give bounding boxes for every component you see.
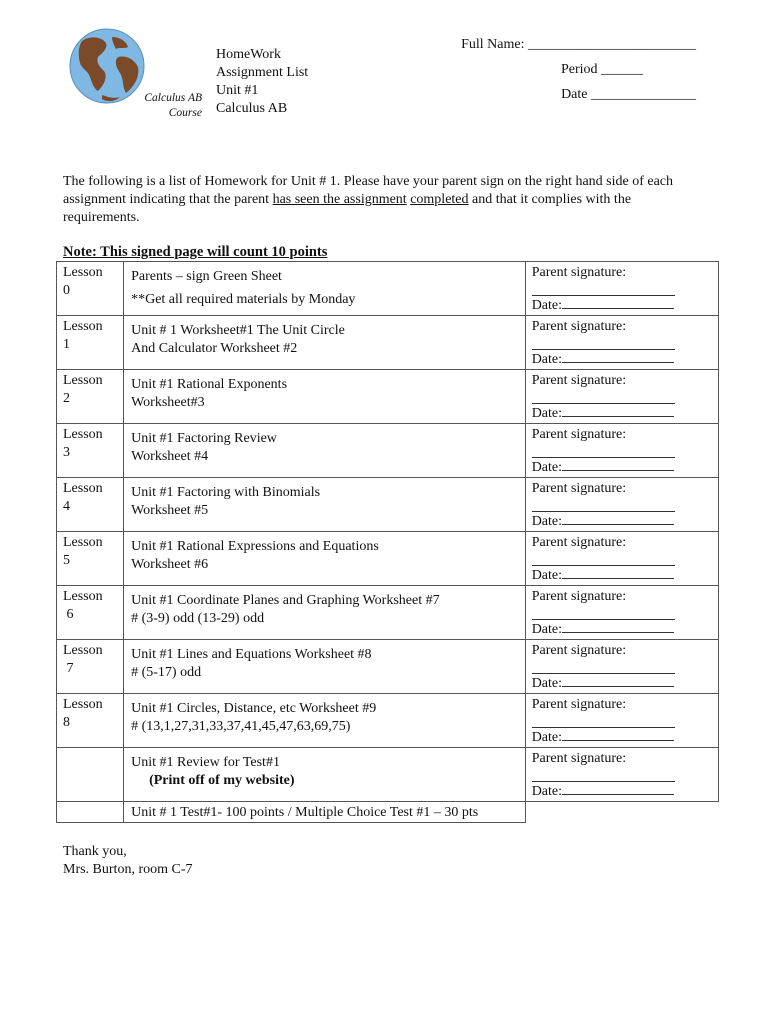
lesson-cell [57,748,124,802]
lesson-number: 5 [63,553,70,568]
intro-underline-2: completed [410,192,469,207]
parent-signature-label: Parent signature: [531,643,627,658]
lesson-label: Lesson [63,373,103,388]
full-name-field[interactable]: Full Name: ________________________ [461,37,696,52]
assignment-cell [124,478,526,532]
assignment-line-1: Unit #1 Factoring Review [131,431,277,446]
signature-line[interactable] [532,285,675,296]
signature-date[interactable] [532,674,674,693]
signature-line[interactable] [532,447,675,458]
assignment-line-1: Unit #1 Lines and Equations Worksheet #8 [131,647,372,662]
signature-date-label: Date: [531,352,563,367]
closing-thanks: Thank you, [63,844,127,859]
intro-text-1: The following is a list of Homework for Unit # 1. Please have your parent sign on the right hand side of each assignment indicating that the parent [63,174,674,207]
lesson-number: 4 [63,499,70,514]
assignment-line-1: Unit #1 Rational Expressions and Equations [131,539,379,554]
note-heading: Note: This signed page will count 10 points [63,244,328,260]
parent-signature-cell[interactable] [525,316,718,370]
parent-signature-cell[interactable] [525,532,718,586]
lesson-number: 3 [63,445,70,460]
lesson-cell [57,694,124,748]
date-line[interactable] [562,620,674,633]
lesson-cell [57,478,124,532]
homework-table [56,261,719,823]
assignment-cell [124,316,526,370]
lesson-label: Lesson [63,265,103,280]
signature-date-label: Date: [531,514,563,529]
signature-line[interactable] [532,555,675,566]
signature-date-label: Date: [531,460,563,475]
table-row [57,640,719,694]
signature-date[interactable] [532,296,674,315]
parent-signature-label: Parent signature: [531,589,627,604]
intro-text-2: and that it complies with the requirements. [63,192,632,225]
table-row-final [57,802,719,823]
title-line-3: Unit #1 [216,83,259,98]
signature-date[interactable] [532,566,674,585]
table-row [57,316,719,370]
assignment-line-1: Unit #1 Coordinate Planes and Graphing Worksheet #7 [131,593,440,608]
parent-signature-cell[interactable] [525,586,718,640]
signature-date-label: Date: [531,676,563,691]
intro-paragraph [63,173,708,227]
assignment-line-1: Unit #1 Review for Test#1 [131,755,280,770]
date-line[interactable] [562,458,674,471]
lesson-number: 7 [63,661,74,676]
signature-line[interactable] [532,609,675,620]
lesson-label: Lesson [63,481,103,496]
empty-signature-cell [525,802,718,823]
lesson-number: 0 [63,283,70,298]
assignment-line-2: # (5-17) odd [131,665,202,680]
assignment-cell [124,748,526,802]
assignment-cell [124,424,526,478]
table-row [57,262,719,316]
assignment-line-2: Worksheet#3 [131,395,205,410]
final-test-cell: Unit # 1 Test#1- 100 points / Multiple Choice Test #1 – 30 pts [124,802,526,823]
parent-signature-label: Parent signature: [531,319,627,334]
signature-date-label: Date: [531,784,563,799]
signature-line[interactable] [532,663,675,674]
parent-signature-label: Parent signature: [531,535,627,550]
parent-signature-label: Parent signature: [531,373,627,388]
date-line[interactable] [562,350,674,363]
signature-date-label: Date: [531,622,563,637]
assignment-line-2: # (3-9) odd (13-29) odd [131,611,265,626]
assignment-line-2: And Calculator Worksheet #2 [131,341,298,356]
signature-date-label: Date: [531,568,563,583]
assignment-line-1: Unit #1 Rational Exponents [131,377,288,392]
parent-signature-cell[interactable] [525,424,718,478]
date-field[interactable]: Date _______________ [561,87,696,102]
assignment-line-2: # (13,1,27,31,33,37,41,45,47,63,69,75) [131,719,351,734]
date-line[interactable] [562,512,674,525]
title-line-4: Calculus AB [216,101,288,116]
assignment-cell [124,532,526,586]
date-line[interactable] [562,782,674,795]
parent-signature-cell[interactable] [525,694,718,748]
table-row [57,478,719,532]
course-caption-2: Course [168,107,202,119]
date-line[interactable] [562,674,674,687]
lesson-label: Lesson [63,319,103,334]
signature-date-label: Date: [531,406,563,421]
parent-signature-cell[interactable] [525,478,718,532]
lesson-label: Lesson [63,697,103,712]
lesson-cell [57,640,124,694]
parent-signature-label: Parent signature: [531,265,627,280]
assignment-line-1: Parents – sign Green Sheet [131,269,282,284]
signature-date[interactable] [532,404,674,423]
lesson-cell [57,262,124,316]
parent-signature-cell[interactable] [525,262,718,316]
lesson-number: 6 [63,607,74,622]
lesson-label: Lesson [63,427,103,442]
assignment-cell [124,586,526,640]
table-row [57,694,719,748]
signature-date[interactable] [532,512,674,531]
table-row [57,424,719,478]
assignment-cell [124,694,526,748]
signature-date-label: Date: [531,730,563,745]
date-line[interactable] [562,404,674,417]
parent-signature-label: Parent signature: [531,427,627,442]
period-field[interactable]: Period ______ [560,62,643,77]
lesson-label: Lesson [63,589,103,604]
parent-signature-label: Parent signature: [531,697,627,712]
signature-line[interactable] [532,501,675,512]
lesson-number: 2 [63,391,70,406]
assignment-cell [124,370,526,424]
signature-date[interactable] [532,620,674,639]
lesson-cell [57,586,124,640]
intro-underline-1: has seen the assignment [272,192,407,207]
assignment-line-2: (Print off of my website) [149,773,295,788]
lesson-number: 8 [63,715,70,730]
parent-signature-label: Parent signature: [531,481,627,496]
parent-signature-cell[interactable] [525,640,718,694]
assignment-line-1: Unit # 1 Worksheet#1 The Unit Circle [131,323,345,338]
assignment-cell [124,262,526,316]
table-row [57,370,719,424]
table-row [57,586,719,640]
closing [63,843,193,879]
assignment-line-1: Unit #1 Factoring with Binomials [131,485,321,500]
signature-line[interactable] [532,339,675,350]
table-row [57,748,719,802]
title-line-1: HomeWork [216,47,281,62]
assignment-cell [124,640,526,694]
signature-line[interactable] [532,393,675,404]
lesson-label: Lesson [63,643,103,658]
lesson-cell [57,532,124,586]
signature-date[interactable] [532,458,674,477]
signature-date[interactable] [532,350,674,369]
parent-signature-cell[interactable] [525,748,718,802]
parent-signature-cell[interactable] [525,370,718,424]
assignment-line-2: Worksheet #4 [131,449,209,464]
lesson-cell [57,424,124,478]
lesson-cell [57,316,124,370]
lesson-cell [57,370,124,424]
lesson-label: Lesson [63,535,103,550]
empty-lesson-cell [57,802,124,823]
assignment-line-2: **Get all required materials by Monday [131,292,356,307]
date-line[interactable] [562,728,674,741]
course-caption-1: Calculus AB [144,92,202,104]
title-line-2: Assignment List [216,65,309,80]
assignment-line-2: Worksheet #6 [131,557,209,572]
signature-line[interactable] [532,717,675,728]
table-row [57,532,719,586]
signature-date-label: Date: [531,298,563,313]
lesson-number: 1 [63,337,70,352]
assignment-line-2: Worksheet #5 [131,503,209,518]
date-line[interactable] [562,296,674,309]
signature-date[interactable] [532,728,674,747]
signature-date[interactable] [532,782,674,801]
parent-signature-label: Parent signature: [531,751,627,766]
closing-signature: Mrs. Burton, room C-7 [63,862,193,877]
assignment-line-1: Unit #1 Circles, Distance, etc Worksheet #9 [131,701,377,716]
signature-line[interactable] [532,771,675,782]
date-line[interactable] [562,566,674,579]
